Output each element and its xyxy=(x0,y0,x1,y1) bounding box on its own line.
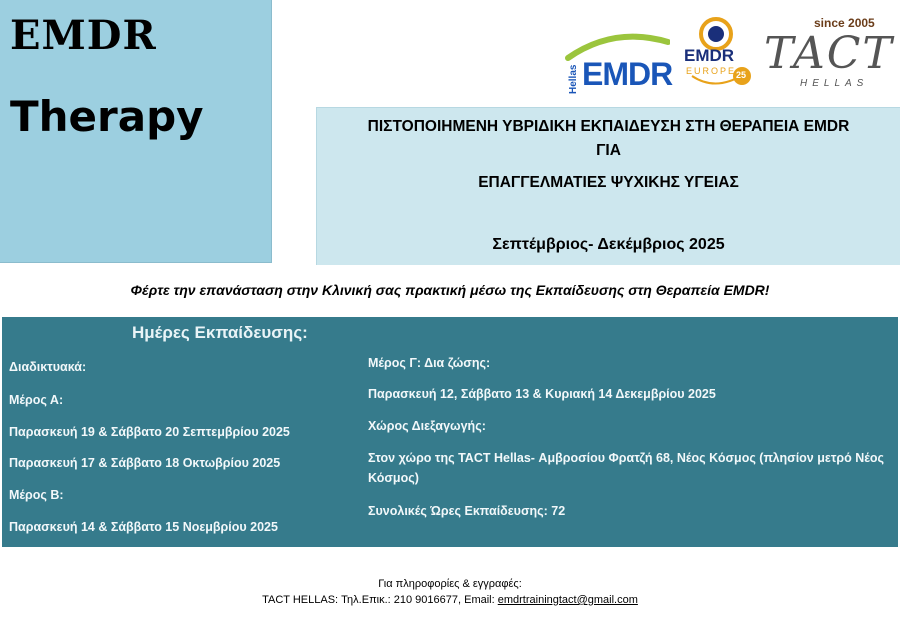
logo-strip xyxy=(560,14,900,96)
tact-hellas-text: HELLAS xyxy=(800,78,869,89)
schedule-heading: Ημέρες Εκπαίδευσης: xyxy=(132,323,308,342)
program-info-box xyxy=(316,107,900,265)
emdr-europe-badge: 25 xyxy=(736,70,747,80)
venue-label: Χώρος Διεξαγωγής: xyxy=(368,419,486,433)
footer-contact xyxy=(0,592,900,608)
tact-logo-text: TACT xyxy=(764,28,894,79)
emdr-hellas-logo xyxy=(564,32,673,98)
part-a-date-2: Παρασκευή 17 & Σάββατο 18 Οκτωβρίου 2025 xyxy=(9,456,281,470)
title-emdr: EMDR xyxy=(10,12,157,59)
emdr-europe-logo-sub: EUROPE xyxy=(686,66,737,76)
schedule-box xyxy=(2,317,898,547)
program-title-line3: ΕΠΑΓΓΕΛΜΑΤΙΕΣ ΨΥΧΙΚΗΣ ΥΓΕΙΑΣ xyxy=(478,174,739,191)
part-a-date-1: Παρασκευή 19 & Σάββατο 20 Σεπτεμβρίου 2025 xyxy=(9,425,290,439)
tact-hellas-logo xyxy=(762,14,900,96)
program-dates: Σεπτέμβριος- Δεκέμβριος 2025 xyxy=(492,236,725,253)
emdr-hellas-side-text: Hellas xyxy=(568,64,579,94)
tact-since-text: since 2005 xyxy=(814,16,875,30)
venue-address: Στον χώρο της TACT Hellas- Αμβροσίου Φρατζή 68, Νέος Κόσμος (πλησίον μετρό Νέος Κόσμος) xyxy=(368,451,885,485)
footer xyxy=(0,576,900,608)
part-a-label: Μέρος Α: xyxy=(9,393,64,407)
online-label: Διαδικτυακά: xyxy=(9,360,87,374)
part-c-label: Μέρος Γ: Δια ζώσης: xyxy=(368,356,491,370)
total-hours: Συνολικές Ώρες Εκπαίδευσης: 72 xyxy=(368,504,566,518)
part-b-label: Μέρος Β: xyxy=(9,488,64,502)
email-link[interactable]: emdrtrainingtact@gmail.com xyxy=(497,594,638,606)
tagline: Φέρτε την επανάσταση στην Κλινική σας πρακτική μέσω της Εκπαίδευσης στη Θεραπεία EMDR! xyxy=(130,282,770,298)
part-b-date: Παρασκευή 14 & Σάββατο 15 Νοεμβρίου 2025 xyxy=(9,520,278,534)
emdr-hellas-logo-text: EMDR xyxy=(582,56,673,92)
program-title-line1: ΠΙΣΤΟΠΟΙΗΜΕΝΗ ΥΒΡΙΔΙΚΗ ΕΚΠΑΙΔΕΥΣΗ ΣΤΗ ΘΕΡΑΠΕΙΑ EMDR xyxy=(367,118,850,135)
emdr-europe-logo xyxy=(678,14,756,96)
title-box xyxy=(0,0,272,263)
part-c-date: Παρασκευή 12, Σάββατο 13 & Κυριακή 14 Δεκεμβρίου 2025 xyxy=(368,387,716,401)
footer-info-line: Για πληροφορίες & εγγραφές: xyxy=(378,578,522,590)
emdr-europe-logo-text: EMDR xyxy=(684,46,735,65)
program-title-line2: ΓΙΑ xyxy=(596,142,621,159)
title-therapy: Therapy xyxy=(10,92,204,141)
footer-contact-prefix: TACT HELLAS: Τηλ.Επικ.: 210 9016677, Email: xyxy=(262,594,498,606)
